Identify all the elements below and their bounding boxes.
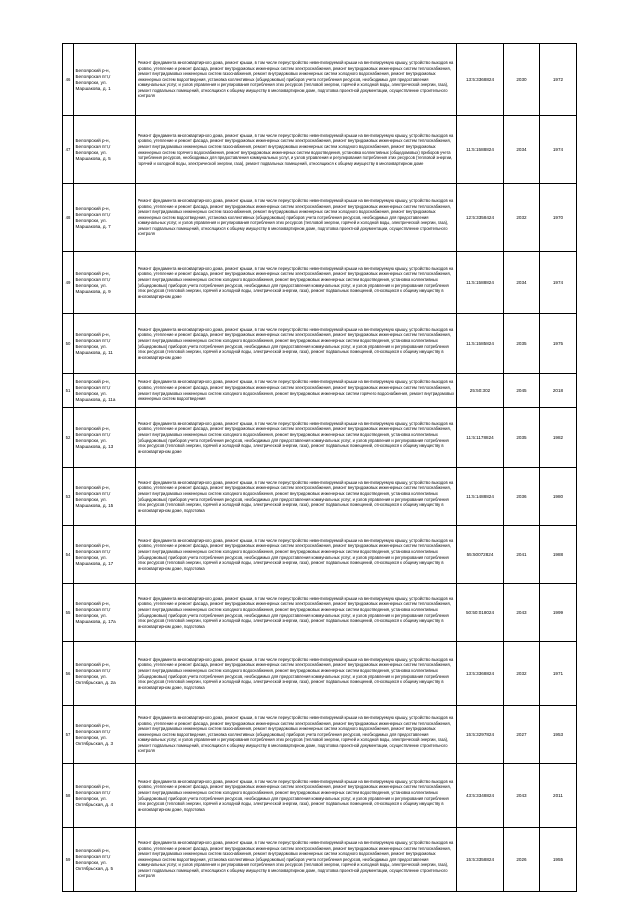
works-text: Ремонт фундамента многоквартирного дома, ремонт крыши, в том числе переустройство невентилируемой крыши на вентилируемую крышу, устройство выходов на кровлю, утепление и ремонт фасада, ремонт внутридомовых инженерных систем электроснабжения, ремонт внутридомовых инженерных систем теплоснабжения, ремонт внутридомовых инженерных систем холодного водоснабжения, ремонт внутридомовых инженерных систем водоотведения, установка коллективных (общедомовых) приборов учета потребления ресурсов, необходимых для предоставления коммунальных услуг, и узлов управления и регулирования потребления этих ресурсов (тепловой энергии, горячей и холодной воды, электрической энергии, газа), ремонт подвальных помещений, относящихся к общему имуществу в многоквартирном доме, подготовка [137, 595, 454, 629]
row-number: 50 [63, 314, 74, 374]
table-row [63, 642, 577, 706]
address-line: Белоярски, ул. [75, 343, 107, 349]
address-line: Маршакова, д. 9 [75, 288, 111, 294]
address-cell [74, 44, 136, 116]
works-description [136, 584, 457, 642]
address-line: Маршакова, д. 15 [75, 502, 114, 508]
address-line: Белоярский р-н, [75, 425, 110, 431]
address-line: Маршакова, д. 17 [75, 560, 114, 566]
address-line: Белоярский р-н, [75, 847, 110, 853]
address-line: Белоярски, ул. [75, 282, 107, 288]
row-number: 54 [63, 526, 74, 584]
address-cell [74, 374, 136, 408]
address-cell [74, 468, 136, 526]
construction-year: 1975 [540, 314, 577, 374]
works-description [136, 184, 457, 252]
construction-year: 1974 [540, 116, 577, 184]
planned-repair-year: 2032 [504, 642, 540, 706]
address-line: Белоярски, ул. [75, 217, 107, 223]
works-description [136, 468, 457, 526]
cadastral-number: 15:5:3297824 [457, 706, 504, 764]
address-line: Белоярский р-н, [75, 783, 110, 789]
row-number: 58 [63, 764, 74, 828]
cadastral-number: 13:5:3368824 [457, 44, 504, 116]
address-line: Белоярская пгт,г [75, 337, 111, 343]
address-line: Белоярский р-н, [75, 600, 110, 606]
table-row [63, 116, 577, 184]
table-row [63, 468, 577, 526]
address-line: Белоярская пгт,г [75, 606, 111, 612]
planned-repair-year: 2043 [504, 764, 540, 828]
works-description [136, 828, 457, 892]
planned-repair-year: 2036 [504, 468, 540, 526]
construction-year: 1971 [540, 642, 577, 706]
table-row [63, 584, 577, 642]
address-line: Белоярски, ул. [75, 612, 107, 618]
address-line: Белоярская пгт,г [75, 384, 111, 390]
works-text: Ремонт фундамента многоквартирного дома, ремонт крыши, в том числе переустройство невентилируемой крыши на вентилируемую крышу, устройство выходов на кровлю, утепление и ремонт фасада, ремонт внутридомовых инженерных систем электроснабжения, ремонт внутридомовых инженерных систем теплоснабжения, ремонт внутридомовых инженерных систем холодного водоснабжения, ремонт внутридомовых инженерных систем водоотведения, установка коллективных (общедомовых) приборов учета потребления ресурсов, необходимых для предоставления коммунальных услуг, и узлов управления и регулирования потребления этих ресурсов (тепловой энергии, горячей и холодной воды, электрической энергии, газа), ремонт подвальных помещений, относящихся к общему имуществу в многоквартирном доме, подготовка [137, 537, 454, 571]
address-line: Белоярски, ул. [75, 673, 107, 679]
cadastral-number: 11:5:1178824 [457, 408, 504, 468]
planned-repair-year: 2035 [504, 314, 540, 374]
address-line: Маршакова, д. 11а [75, 396, 116, 402]
cadastral-number: 13:5:3368824 [457, 642, 504, 706]
address-line: Белоярский р-н, [75, 67, 110, 73]
address-line: Белоярская пгт,г [75, 211, 111, 217]
works-text: Ремонт фундамента многоквартирного дома, ремонт крыши, в том числе переустройство невентилируемой крыши на вентилируемую крышу, устройство выходов на кровлю, утепление и ремонт фасада, ремонт внутридомовых инженерных систем электроснабжения, ремонт внутридомовых инженерных систем теплоснабжения, ремонт внутридомовых инженерных систем холодного водоснабжения, ремонт внутридомовых инженерных систем водоотведения, установка коллективных (общедомовых) приборов учета потребления ресурсов, необходимых для предоставления коммунальных услуг, и узлов управления и регулирования потребления этих ресурсов (тепловой энергии, горячей и холодной воды, электрической энергии, газа), ремонт подвальных помещений, относящихся к общему имуществу в многоквартирном доме, подготовка [137, 656, 454, 690]
planned-repair-year: 2034 [504, 116, 540, 184]
address-line: Белоярски, ул. [75, 859, 107, 865]
row-number: 52 [63, 408, 74, 468]
planned-repair-year: 2041 [504, 526, 540, 584]
cadastral-number: 11:5:1585824 [457, 314, 504, 374]
address-line: Маршакова, д. 5 [75, 155, 111, 161]
address-cell [74, 642, 136, 706]
row-number: 49 [63, 252, 74, 314]
address-line: Белоярская пгт,г [75, 548, 111, 554]
address-line: Белоярская пгт,г [75, 143, 111, 149]
table-row [63, 314, 577, 374]
works-text: Ремонт фундамента многоквартирного дома, ремонт крыши, в том числе переустройство невентилируемой крыши на вентилируемую крышу, устройство выходов на кровлю, утепление и ремонт фасада, ремонт внутридомовых инженерных систем электроснабжения, ремонт внутридомовых инженерных систем теплоснабжения, ремонт внутридомовых инженерных систем холодного водоснабжения, ремонт внутридомовых инженерных систем водоотведения, установка коллективных (общедомовых) приборов учета потребления ресурсов, необходимых для предоставления коммунальных услуг, и узлов управления и регулирования потребления этих ресурсов (тепловой энергии, горячей и холодной воды, электрической энергии, газа), ремонт подвальных помещений, относящихся к общему имуществу в многоквартирном доме, подготовка [137, 479, 454, 513]
works-text: Ремонт фундамента многоквартирного дома, ремонт крыши, в том числе переустройство невентилируемой крыши на вентилируемую крышу, устройство выходов на кровлю, утепление и ремонт фасада, ремонт внутридомовых инженерных систем электроснабжения, ремонт внутридомовых инженерных систем теплоснабжения, ремонт внутридомовых инженерных систем газоснабжения, ремонт внутридомовых инженерных систем холодного водоснабжения, ремонт внутридомовых инженерных систем водоотведения, установка коллективных (общедомовых) приборов учета потребления ресурсов, необходимых для предоставления коммунальных услуг, и узлов управления и регулирования потребления этих ресурсов (тепловой энергии, горячей и холодной воды, электрической энергии, газа), ремонт подвальных помещений, относящихся к общему имуществу в многоквартирном доме, подготовка проектной документации, осуществление строительного контроля [137, 715, 454, 754]
works-text: Ремонт фундамента многоквартирного дома, ремонт крыши, в том числе переустройство невентилируемой крыши на вентилируемую крышу, устройство выходов на кровлю, утепление и ремонт фасада, ремонт внутридомовых инженерных систем электроснабжения, ремонт внутридомовых инженерных систем теплоснабжения, ремонт внутридомовых инженерных систем газоснабжения, ремонт внутридомовых инженерных систем холодного водоснабжения, ремонт внутридомовых инженерных систем горячего водоснабжения, ремонт внутридомовых инженерных систем водоотведения, установка коллективных (общедомовых) приборов учета потребления ресурсов, необходимых для предоставления коммунальных услуг, и узлов управления и регулирования потребления этих ресурсов (тепловой энергии, горячей и холодной воды, электрической энергии, газа), ремонт подвальных помещений, относящихся к общему имуществу в многоквартирном доме [137, 132, 454, 166]
table-row [63, 828, 577, 892]
cadastral-number: 50:50:018024 [457, 584, 504, 642]
table-row [63, 252, 577, 314]
cadastral-number: 11:5:1488824 [457, 468, 504, 526]
row-number: 51 [63, 374, 74, 408]
address-line: Маршакова, д. 7 [75, 223, 111, 229]
address-line: Белоярский р-н, [75, 270, 110, 276]
construction-year: 2011 [540, 764, 577, 828]
planned-repair-year: 2034 [504, 252, 540, 314]
row-number: 56 [63, 642, 74, 706]
address-line: Белоярский р-н, [75, 205, 110, 211]
works-description [136, 764, 457, 828]
row-number: 59 [63, 828, 74, 892]
address-line: Маршакова, д. 13 [75, 443, 114, 449]
works-text: Ремонт фундамента многоквартирного дома, ремонт крыши, в том числе переустройство невентилируемой крыши на вентилируемую крышу, устройство выходов на кровлю, утепление и ремонт фасада, ремонт внутридомовых инженерных систем электроснабжения, ремонт внутридомовых инженерных систем теплоснабжения, ремонт внутридомовых инженерных систем холодного водоснабжения, ремонт внутридомовых инженерных систем водоотведения, установка коллективных (общедомовых) приборов учета потребления ресурсов, необходимых для предоставления коммунальных услуг, и узлов управления и регулирования потребления этих ресурсов (тепловой энергии, горячей и холодной воды, электрической энергии, газа), ремонт подвальных помещений, относящихся к общему имуществу в многоквартирном доме [137, 326, 454, 360]
address-line: Белоярски, ул. [75, 795, 107, 801]
address-cell [74, 184, 136, 252]
construction-year: 1970 [540, 184, 577, 252]
address-cell [74, 314, 136, 374]
works-description [136, 526, 457, 584]
address-line: Белоярская пгт,г [75, 853, 111, 859]
construction-year: 1982 [540, 408, 577, 468]
cadastral-number: 15:5:3358824 [457, 828, 504, 892]
address-line: Белоярский р-н, [75, 331, 110, 337]
address-line: Белоярский р-н, [75, 484, 110, 490]
address-line: Белоярски, ул. [75, 437, 107, 443]
address-line: Белоярская пгт,г [75, 431, 111, 437]
table-row [63, 374, 577, 408]
planned-repair-year: 2043 [504, 584, 540, 642]
row-number: 47 [63, 116, 74, 184]
works-description [136, 374, 457, 408]
address-line: Белоярский р-н, [75, 378, 110, 384]
construction-year: 1972 [540, 44, 577, 116]
planned-repair-year: 2035 [504, 408, 540, 468]
address-cell [74, 252, 136, 314]
construction-year: 1955 [540, 828, 577, 892]
construction-year: 1980 [540, 468, 577, 526]
address-line: Белоярская пгт,г [75, 276, 111, 282]
works-description [136, 116, 457, 184]
address-line: Белоярски, ул. [75, 554, 107, 560]
address-line: Октябрьская, д. 3 [75, 740, 114, 746]
works-text: Ремонт фундамента многоквартирного дома, ремонт крыши, в том числе переустройство невентилируемой крыши на вентилируемую крышу, устройство выходов на кровлю, утепление и ремонт фасада, ремонт внутридомовых инженерных систем электроснабжения, ремонт внутридомовых инженерных систем теплоснабжения, ремонт внутридомовых инженерных систем газоснабжения, ремонт внутридомовых инженерных систем холодного водоснабжения, ремонт внутридомовых инженерных систем водоотведения, установка коллективных (общедомовых) приборов учета потребления ресурсов, необходимых для предоставления коммунальных услуг, и узлов управления и регулирования потребления этих ресурсов (тепловой энергии, горячей и холодной воды, электрической энергии, газа), ремонт подвальных помещений, относящихся к общему имуществу в многоквартирном доме, подготовка проектной документации, осуществление строительного контроля [137, 198, 454, 237]
planned-repair-year: 2027 [504, 706, 540, 764]
works-text: Ремонт фундамента многоквартирного дома, ремонт крыши, в том числе переустройство невентилируемой крыши на вентилируемую крышу, устройство выходов на кровлю, утепление и ремонт фасада, ремонт внутридомовых инженерных систем электроснабжения, ремонт внутридомовых инженерных систем теплоснабжения, ремонт внутридомовых инженерных систем газоснабжения, ремонт внутридомовых инженерных систем холодного водоснабжения, ремонт внутридомовых инженерных систем водоотведения, установка коллективных (общедомовых) приборов учета потребления ресурсов, необходимых для предоставления коммунальных услуг, и узлов управления и регулирования потребления этих ресурсов (тепловой энергии, горячей и холодной воды, электрической энергии, газа), ремонт подвальных помещений, относящихся к общему имуществу в многоквартирном доме, подготовка проектной документации, осуществление строительного контроля [137, 60, 454, 99]
cadastral-number: 11:5:1588824 [457, 116, 504, 184]
cadastral-number: 11:5:1588824 [457, 252, 504, 314]
table-body [63, 44, 577, 892]
construction-year: 1988 [540, 526, 577, 584]
construction-year: 1953 [540, 706, 577, 764]
works-text: Ремонт фундамента многоквартирного дома, ремонт крыши, в том числе переустройство невентилируемой крыши на вентилируемую крышу, устройство выходов на кровлю, утепление и ремонт фасада, ремонт внутридомовых инженерных систем электроснабжения, ремонт внутридомовых инженерных систем теплоснабжения, ремонт внутридомовых инженерных систем газоснабжения, ремонт внутридомовых инженерных систем холодного водоснабжения, ремонт внутридомовых инженерных систем водоотведения, установка коллективных (общедомовых) приборов учета потребления ресурсов, необходимых для предоставления коммунальных услуг, и узлов управления и регулирования потребления этих ресурсов (тепловой энергии, горячей и холодной воды, электрической энергии, газа), ремонт подвальных помещений, относящихся к общему имуществу в многоквартирном доме, подготовка проектной документации, осуществление строительного контроля [137, 840, 454, 879]
construction-year: 1999 [540, 584, 577, 642]
address-cell [74, 408, 136, 468]
works-text: Ремонт фундамента многоквартирного дома, ремонт крыши, в том числе переустройство невентилируемой крыши на вентилируемую крышу, устройство выходов на кровлю, утепление и ремонт фасада, ремонт внутридомовых инженерных систем электроснабжения, ремонт внутридомовых инженерных систем теплоснабжения, ремонт внутридомовых инженерных систем холодного водоснабжения, ремонт внутридомовых инженерных систем водоотведения, установка коллективных (общедомовых) приборов учета потребления ресурсов, необходимых для предоставления коммунальных услуг, и узлов управления и регулирования потребления этих ресурсов (тепловой энергии, горячей и холодной воды, электрической энергии, газа), ремонт подвальных помещений, относящихся к общему имуществу в многоквартирном доме, подготовка [137, 778, 454, 812]
cadastral-number: 12:5:3358424 [457, 184, 504, 252]
address-cell [74, 764, 136, 828]
address-line: Белоярская пгт,г [75, 73, 111, 79]
row-number: 48 [63, 184, 74, 252]
address-line: Белоярски, ул. [75, 496, 107, 502]
works-description [136, 408, 457, 468]
works-description [136, 44, 457, 116]
address-cell [74, 526, 136, 584]
table-row [63, 706, 577, 764]
address-line: Маршакова, д. 17а [75, 618, 116, 624]
table-row [63, 526, 577, 584]
works-text: Ремонт фундамента многоквартирного дома, ремонт крыши, в том числе переустройство невентилируемой крыши на вентилируемую крышу, устройство выходов на кровлю, утепление и ремонт фасада, ремонт внутридомовых инженерных систем электроснабжения, ремонт внутридомовых инженерных систем теплоснабжения, ремонт внутридомовых инженерных систем холодного водоснабжения, ремонт внутридомовых инженерных систем водоотведения, установка коллективных (общедомовых) приборов учета потребления ресурсов, необходимых для предоставления коммунальных услуг, и узлов управления и регулирования потребления этих ресурсов (тепловой энергии, горячей и холодной воды, электрической энергии, газа), ремонт подвальных помещений, относящихся к общему имуществу в многоквартирном доме [137, 265, 454, 299]
address-line: Белоярский р-н, [75, 542, 110, 548]
planned-repair-year: 2026 [504, 828, 540, 892]
construction-year: 2018 [540, 374, 577, 408]
address-line: Октябрьская, д. 4 [75, 801, 114, 807]
works-description [136, 706, 457, 764]
table-row [63, 44, 577, 116]
address-line: Белоярская пгт,г [75, 728, 111, 734]
address-line: Белоярски, ул. [75, 734, 107, 740]
planned-repair-year: 2030 [504, 44, 540, 116]
row-number: 57 [63, 706, 74, 764]
cadastral-number: 43:5:3348824 [457, 764, 504, 828]
address-line: Маршакова, д. 11 [75, 349, 113, 355]
address-line: Белоярская пгт,г [75, 667, 111, 673]
works-description [136, 642, 457, 706]
table-row [63, 408, 577, 468]
row-number: 55 [63, 584, 74, 642]
works-text: Ремонт фундамента многоквартирного дома, ремонт крыши, в том числе переустройство невентилируемой крыши на вентилируемую крышу, устройство выходов на кровлю, утепление и ремонт фасада, ремонт внутридомовых инженерных систем электроснабжения, ремонт внутридомовых инженерных систем теплоснабжения, ремонт внутридомовых инженерных систем холодного водоснабжения, ремонт внутридомовых инженерных систем водоотведения, установка коллективных (общедомовых) приборов учета потребления ресурсов, необходимых для предоставления коммунальных услуг, и узлов управления и регулирования потребления этих ресурсов (тепловой энергии, горячей и холодной воды, электрической энергии, газа), ремонт подвальных помещений, относящихся к общему имуществу в многоквартирном доме [137, 420, 454, 454]
address-line: Маршакова, д. 1 [75, 85, 111, 91]
address-line: Октябрьская, д. 2а [75, 679, 116, 685]
works-description [136, 252, 457, 314]
planned-repair-year: 2032 [504, 184, 540, 252]
address-cell [74, 828, 136, 892]
address-line: Белоярская пгт,г [75, 490, 111, 496]
address-cell [74, 116, 136, 184]
repair-program-table [62, 43, 577, 892]
works-text: Ремонт фундамента многоквартирного дома, ремонт крыши, в том числе переустройство невентилируемой крыши на вентилируемую крышу, устройство выходов на кровлю, утепление и ремонт фасада, ремонт внутридомовых инженерных систем электроснабжения, ремонт внутридомовых инженерных систем теплоснабжения, ремонт внутридомовых инженерных систем холодного водоснабжения, ремонт внутридомовых инженерных систем горячего водоснабжения, ремонт внутридомовых инженерных систем водоотведения [137, 379, 455, 402]
cadastral-number: 55:50072824 [457, 526, 504, 584]
cadastral-number: 25:50:302 [457, 374, 504, 408]
address-line: Белоярский р-н, [75, 661, 110, 667]
row-number: 46 [63, 44, 74, 116]
address-line: Белоярский р-н, [75, 722, 110, 728]
address-cell [74, 706, 136, 764]
address-line: Октябрьская, д. 5 [75, 865, 114, 871]
works-description [136, 314, 457, 374]
table-row [63, 764, 577, 828]
address-cell [74, 584, 136, 642]
address-line: Белоярски, ул. [75, 149, 107, 155]
table-row [63, 184, 577, 252]
address-line: Белоярская пгт,г [75, 789, 111, 795]
address-line: Белоярски, ул. [75, 79, 107, 85]
construction-year: 1974 [540, 252, 577, 314]
address-line: Белоярский р-н, [75, 137, 110, 143]
row-number: 53 [63, 468, 74, 526]
address-line: Белоярски, ул. [75, 390, 107, 396]
planned-repair-year: 2045 [504, 374, 540, 408]
